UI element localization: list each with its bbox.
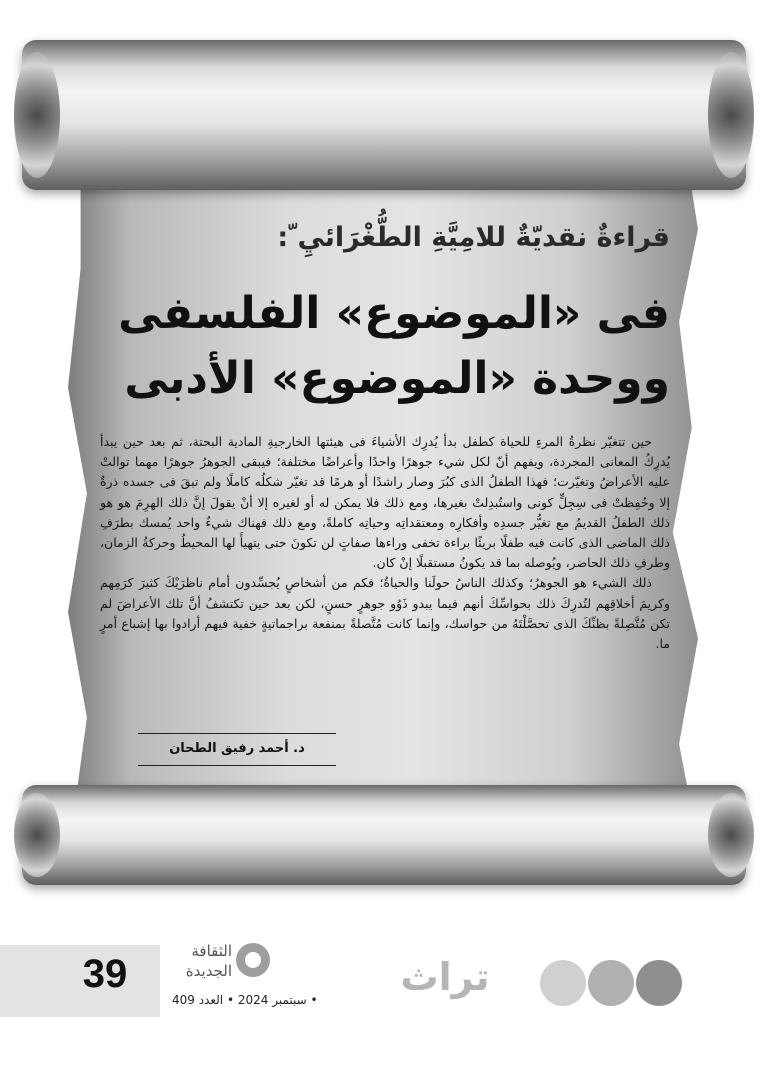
scroll-curl-left (14, 52, 60, 178)
author-rule-top (138, 733, 336, 734)
decorative-dot-light-icon (540, 960, 586, 1006)
issue-info: • سبتمبر 2024 • العدد 409 (172, 993, 318, 1007)
author-name: د. أحمد رفيق الطحان (169, 741, 305, 756)
magazine-name-line-1: الثقافة (191, 942, 232, 960)
scroll-top-roll (22, 40, 746, 190)
magazine-name-line-2: الجديدة (185, 962, 232, 980)
scroll-curl-right (708, 793, 754, 877)
paragraph: ذلك الشيء هو الجوهرُ؛ وكذلك الناسُ حولَنا والحياةُ؛ فكم من أشخاصٍ يُجسِّدون أمام ناظرَيْكَ كثيرَ كرَمِهم وكريمَ أخلاقِهم لتُدرِكَ ذلك بحواسِّكَ أنهم فيما يبدو ذَوُو جوهرٍ حسنٍ، لكن بعد حين تكتشفُ أنَّ تلك الأعراضَ لم تكن مُتَّصِلةً بظنِّكَ الذى تحصَّلْتَهُ من حواسك، وإنما كانت مُتَّصلةً بمنفعة براجماتيةٍ خفية فيهم أرادوا بها إشباع أمرٍ ما. (100, 575, 670, 652)
author-rule-bottom (138, 765, 336, 766)
section-title: تراث (400, 955, 490, 999)
scroll-curl-right (708, 52, 754, 178)
headline-line-1: فى «الموضوع» الفلسفى (118, 288, 670, 339)
decorative-dot-dark-icon (636, 960, 682, 1006)
page-number: 39 (82, 952, 128, 996)
decorative-dot-medium-icon (588, 960, 634, 1006)
headline-line-2: ووحدة «الموضوع» الأدبى (124, 353, 670, 404)
paragraph: حين تتغيّر نظرةُ المرءِ للحياة كطفل بدأ يُدرِك الأشياءَ فى هيئتها الخارجيةِ المادية البحتة، ثم بعد حين يبدأ يُدرِكُ المعانى المجردة، ويفهم أنّ لكل شيء جوهرًا واحدًا وأعراضًا مختلفة؛ فيبقى الجوهرُ جوهرًا مهما توالتْ عليه الأعراضُ وتغيّرت؛ فهذا الطفلُ الذى كبُرَ وصار راشدًا أو هرمًا قد تغيّر شكلُه كاملًا ولم تبقَ فى جسده ذرةٌ إلا وحُفِظتْ فى سِجِلٍّ كونى واستُبدِلتْ بغيرها، ومع ذلك فلا يمكن له أو لغيره إلا أنْ يقولَ إنَّ ذلك الهرِمَ هو هو ذلك الطفلُ القديمُ مع تغيُّر جسدِه وأفكارِه ومعتقداتِه وحياتِه كاملةً، ومع ذلك فهناك شيءٌ واحد يُمسك بطرَفِ ذلك الماضى الذى كانت فيه طفلًا بريئًا براءة تخفى وراءها صفاتٍ لن تكونَ حتى يتهيأَ لها المحيطُ وحركةُ الزمان، وطرفِ ذلك الحاضر، ويُوصله بما قد يكونُ مستقبلًا إنْ كان. (100, 434, 670, 571)
article-body (100, 432, 670, 654)
article-kicker: قراءةٌ نقديّةٌ للامِيَّةِ الطُّغْرَائيِ ّ: (277, 222, 670, 253)
scroll-bottom-roll (22, 785, 746, 885)
scroll-curl-left (14, 793, 60, 877)
magazine-logo-icon (236, 943, 270, 977)
